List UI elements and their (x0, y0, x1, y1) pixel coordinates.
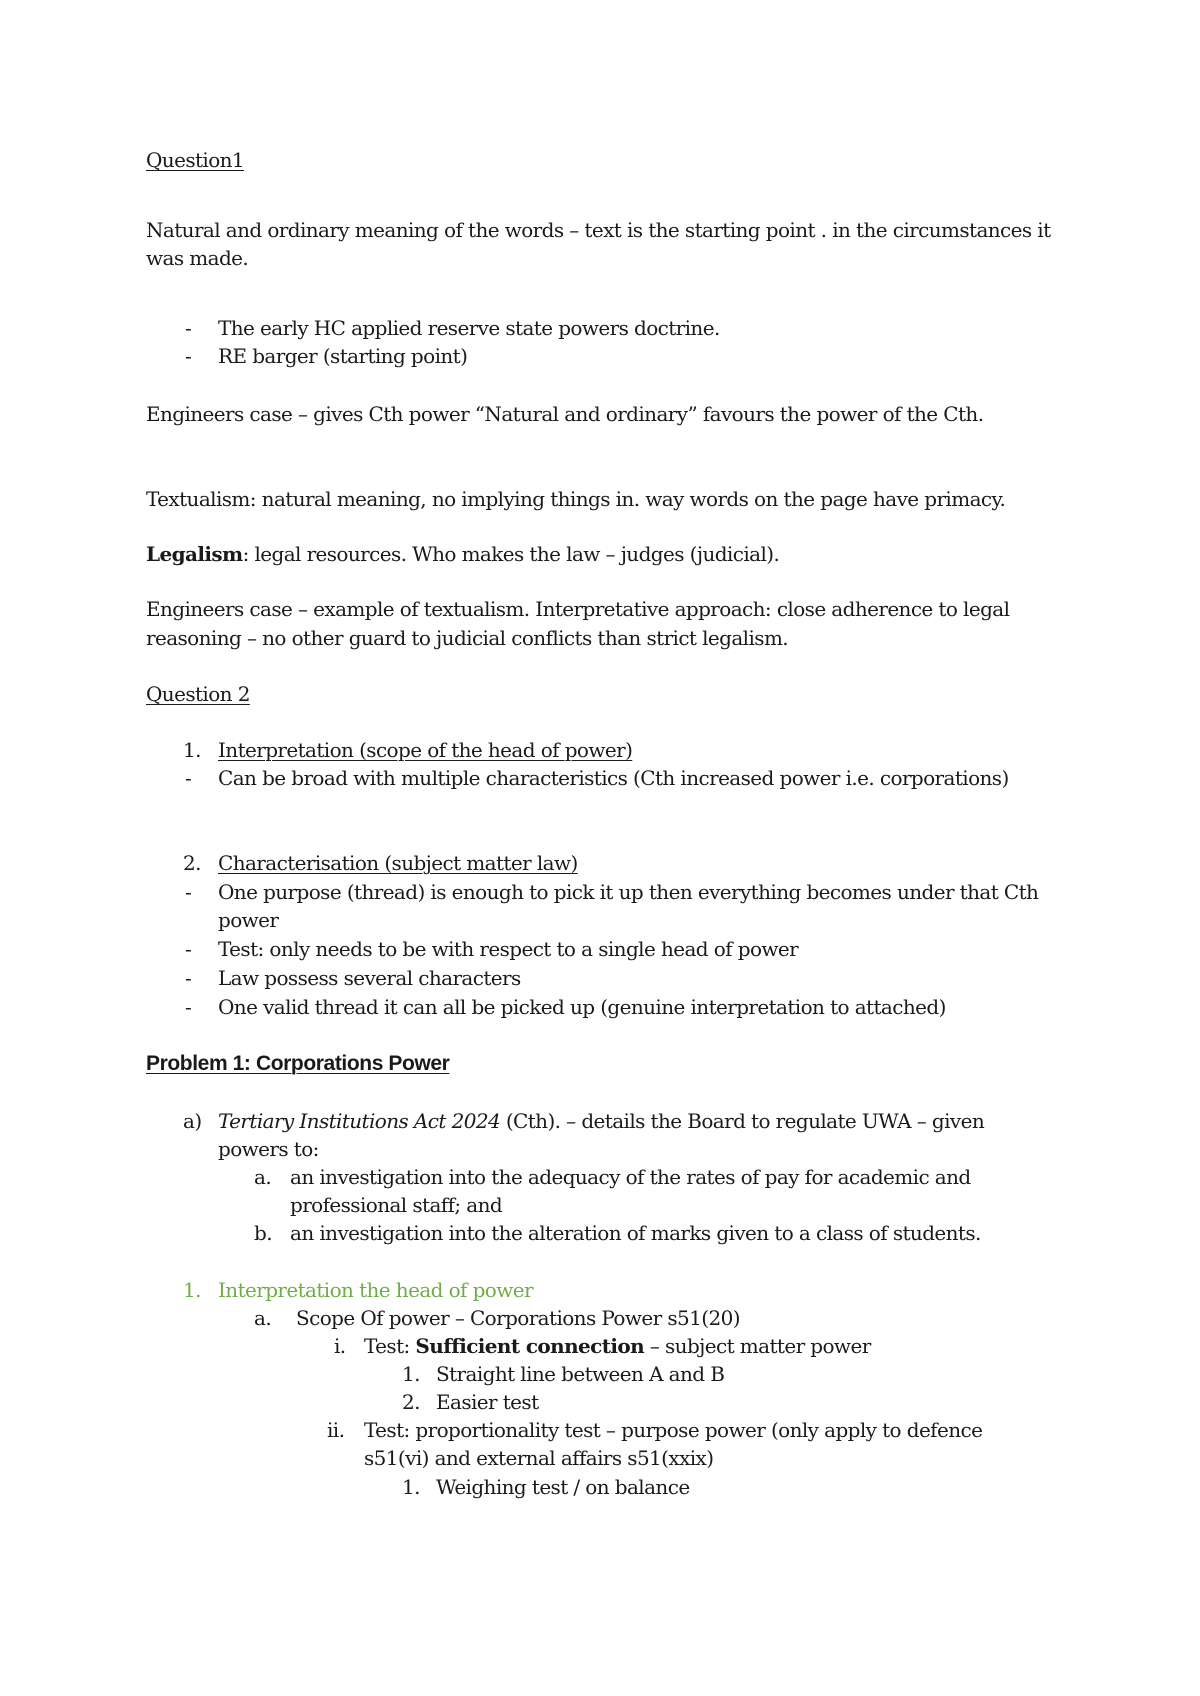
legalism-term: Legalism (146, 542, 243, 566)
test-i-item-2-number: 2. (402, 1390, 420, 1414)
sub-item-b-text: an investigation into the alteration of marks given to a class of students. (290, 1221, 981, 1245)
scope-text: Scope Of power – Corporations Power s51(20) (296, 1306, 740, 1330)
q2-item-2-bullet-2: Test: only needs to be with respect to a single head of power (218, 937, 799, 961)
q1-bullet-2: RE barger (starting point) (218, 344, 468, 368)
q2-item-1-bullet: Can be broad with multiple characteristics (Cth increased power i.e. corporations) (218, 766, 1009, 790)
interpretation-number: 1. (183, 1278, 201, 1302)
bullet-dash: - (185, 880, 192, 904)
bullet-dash: - (185, 937, 192, 961)
act-description: (Cth). – details the Board to regulate UWA – given (500, 1109, 985, 1133)
problem-item-a-label: a) (183, 1109, 202, 1133)
test-i-item-2-text: Easier test (436, 1390, 539, 1414)
sub-item-a-label: a. (254, 1165, 272, 1189)
problem-item-a-line-1 (218, 1111, 984, 1131)
problem-item-a-line-2: powers to: (218, 1137, 319, 1161)
q2-item-2-bullet-4: One valid thread it can all be picked up (genuine interpretation to attached) (218, 995, 946, 1019)
sub-item-a-line-2: professional staff; and (290, 1193, 503, 1217)
legalism-definition: : legal resources. Who makes the law – judges (judicial). (242, 542, 780, 566)
act-title: Tertiary Institutions Act 2024 (218, 1109, 501, 1133)
sub-item-a-line-1: an investigation into the adequacy of the rates of pay for academic and (290, 1165, 971, 1189)
q1-paragraph-line-2: was made. (146, 246, 249, 270)
q2-item-2-bullet-1-cont: power (218, 908, 279, 932)
q2-item-2-number: 2. (183, 851, 201, 875)
q2-item-2-label: Characterisation (subject matter law) (218, 851, 578, 875)
q1-bullet-1: The early HC applied reserve state powers doctrine. (218, 316, 720, 340)
interpretation-heading: Interpretation the head of power (218, 1278, 533, 1302)
q1-paragraph-line-1: Natural and ordinary meaning of the words – text is the starting point . in the circumstances it (146, 218, 1051, 242)
q1-engineers-paragraph: Engineers case – gives Cth power “Natural and ordinary” favours the power of the Cth. (146, 402, 984, 426)
sub-item-b-label: b. (254, 1221, 272, 1245)
test-i-text (364, 1336, 871, 1356)
test-i-bold: Sufficient connection (415, 1334, 645, 1358)
bullet-dash: - (185, 344, 192, 368)
test-ii-item-1-text: Weighing test / on balance (436, 1475, 690, 1499)
q1-engineers2-line-2: reasoning – no other guard to judicial conflicts than strict legalism. (146, 626, 789, 650)
test-i-label: i. (334, 1334, 346, 1358)
question-2-title: Question 2 (146, 682, 250, 706)
q2-item-1-label: Interpretation (scope of the head of power) (218, 738, 633, 762)
bullet-dash: - (185, 995, 192, 1019)
test-i-prefix: Test: (364, 1334, 416, 1358)
q1-engineers2-line-1: Engineers case – example of textualism. Interpretative approach: close adherence to legal (146, 597, 1010, 621)
bullet-dash: - (185, 966, 192, 990)
test-ii-label: ii. (327, 1418, 345, 1442)
q2-item-2-bullet-3: Law possess several characters (218, 966, 521, 990)
test-ii-line-1: Test: proportionality test – purpose power (only apply to defence (364, 1418, 983, 1442)
test-i-item-1-text: Straight line between A and B (436, 1362, 725, 1386)
q2-item-1-number: 1. (183, 738, 201, 762)
q1-textualism-paragraph: Textualism: natural meaning, no implying things in. way words on the page have primacy. (146, 487, 1006, 511)
test-ii-item-1-number: 1. (402, 1475, 420, 1499)
question-1-title: Question1 (146, 148, 245, 172)
test-i-rest: – subject matter power (644, 1334, 871, 1358)
scope-label: a. (254, 1306, 272, 1330)
test-ii-line-2: s51(vi) and external affairs s51(xxix) (364, 1446, 714, 1470)
test-i-item-1-number: 1. (402, 1362, 420, 1386)
bullet-dash: - (185, 766, 192, 790)
bullet-dash: - (185, 316, 192, 340)
q1-legalism-paragraph (146, 544, 779, 564)
problem-1-heading: Problem 1: Corporations Power (146, 1052, 450, 1075)
q2-item-2-bullet-1: One purpose (thread) is enough to pick it up then everything becomes under that Cth (218, 880, 1039, 904)
